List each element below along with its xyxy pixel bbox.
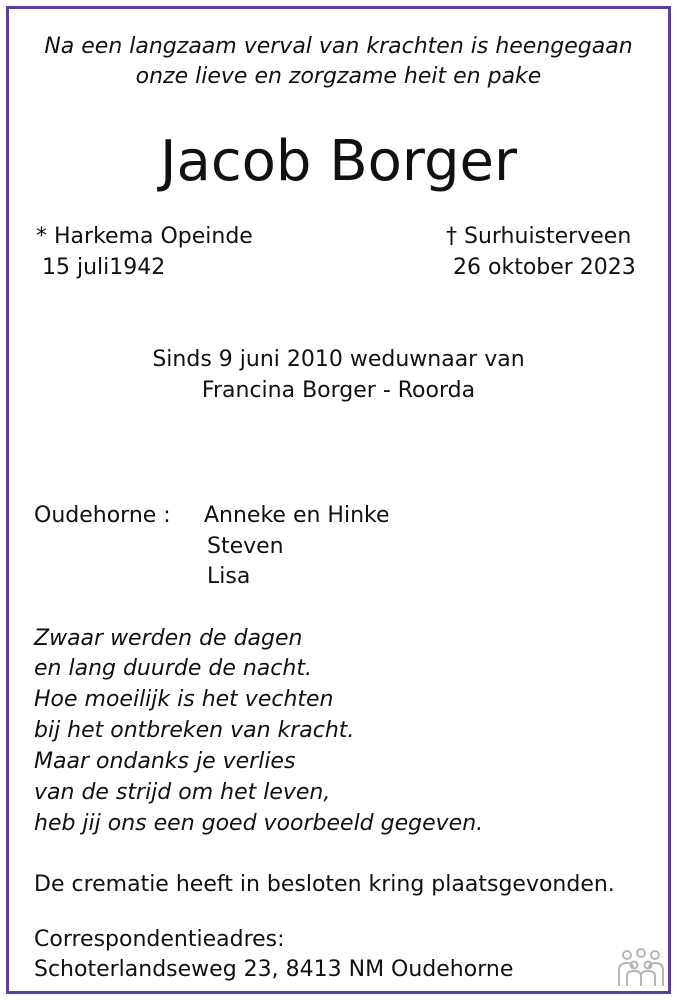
correspondence-label: Correspondentieadres: — [34, 927, 285, 952]
poem-line: en lang duurde de nacht. — [34, 656, 312, 681]
widower-line-1: Sinds 9 juni 2010 weduwnaar van — [152, 347, 525, 372]
birth-date: 15 juli1942 — [42, 255, 166, 280]
family-location: Oudehorne : — [34, 503, 171, 528]
poem-line: Maar ondanks je verlies — [34, 749, 296, 774]
poem-line: heb jij ons een goed voorbeeld gegeven. — [34, 811, 484, 836]
poem-line: van de strijd om het leven, — [34, 780, 331, 805]
people-group-icon — [615, 948, 667, 988]
death-date: 26 oktober 2023 — [453, 255, 636, 280]
poem-line: bij het ontbreken van kracht. — [34, 718, 355, 743]
family-member: Anneke en Hinke — [204, 503, 390, 528]
cremation-notice: De crematie heeft in besloten kring plaatsgevonden. — [34, 872, 615, 897]
widower-line-2: Francina Borger - Roorda — [201, 378, 476, 403]
correspondence-address: Schoterlandseweg 23, 8413 NM Oudehorne — [34, 957, 514, 982]
intro-line-1: Na een langzaam verval van krachten is heengegaan — [44, 34, 633, 59]
death-place: † Surhuisterveen — [446, 224, 632, 249]
family-member: Steven — [207, 534, 284, 559]
poem-line: Hoe moeilijk is het vechten — [34, 687, 334, 712]
birth-place: * Harkema Opeinde — [36, 224, 253, 249]
family-member: Lisa — [207, 564, 251, 589]
deceased-name: Jacob Borger — [160, 129, 517, 194]
intro-line-2: onze lieve en zorgzame heit en pake — [135, 64, 542, 89]
poem-line: Zwaar werden de dagen — [34, 626, 303, 651]
